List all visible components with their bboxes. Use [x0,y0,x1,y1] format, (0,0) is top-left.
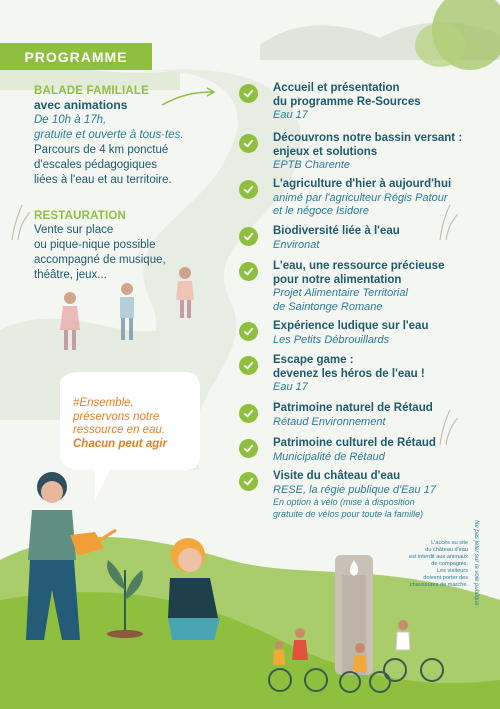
programme-item [239,320,488,347]
item-title: Patrimoine naturel de Rétaud [273,402,433,414]
balade-schedule-2: gratuite et ouverte à tous·tes. [34,129,184,141]
restauration-line-3: accompagné de musique, [34,254,166,266]
item-organizer: animé par l'agriculteur Régis Patour [273,191,448,204]
vertical-note: Ne pas jeter sur la voie publique [473,520,479,606]
programme-item [239,437,488,464]
programme-item [239,132,488,173]
item-organizer: RESE, la régie publique d'Eau 17 [273,483,436,496]
balade-subtitle: avec animations [34,98,128,112]
bubble-line-1: #Ensemble, [73,397,134,409]
bubble-line-3: ressource en eau. [73,424,166,436]
item-title: Escape game : [273,354,354,366]
item-title: L'agriculture d'hier à aujourd'hui [273,178,452,190]
programme-item-text [273,260,488,314]
access-note-line: de compagnie. [431,561,468,567]
item-title: Expérience ludique sur l'eau [273,320,429,332]
bubble-bold-line: Chacun peut agir [73,437,167,450]
balade-desc-2: d'escales pédagogiques [34,159,158,171]
balade-title: BALADE FAMILIALE [34,85,149,97]
programme-item [239,178,488,219]
programme-badge: PROGRAMME [0,43,152,70]
item-title: Accueil et présentation [273,82,400,94]
item-note: En option à vélo (mise à disposition [273,497,415,507]
restauration-line-2: ou pique-nique possible [34,239,156,251]
check-icon [239,322,258,341]
item-title: devenez les héros de l'eau ! [273,367,425,380]
check-icon [239,439,258,458]
restauration-line-4: théâtre, jeux... [34,269,107,281]
access-note-line: Les visiteurs [436,568,468,574]
balade-section [34,84,224,188]
item-title: Patrimoine culturel de Rétaud [273,437,436,449]
check-icon [239,134,258,153]
item-organizer: Municipalité de Rétaud [273,450,385,463]
item-title: du programme Re-Sources [273,95,421,108]
access-note [398,540,468,589]
restauration-section [34,209,224,283]
bubble-line-2: préservons notre [73,410,160,423]
bubble-message [73,397,193,451]
check-icon [239,356,258,375]
check-icon [239,227,258,246]
programme-item-text [273,470,488,520]
item-organizer: EPTB Charente [273,159,351,171]
access-note-line: L'accès au site [431,540,468,546]
programme-item [239,402,488,429]
programme-item [239,225,488,252]
check-icon [239,404,258,423]
item-organizer: et le négoce Isidore [273,205,370,217]
balade-schedule-1: De 10h à 17h, [34,114,107,126]
item-title: Visite du château d'eau [273,470,401,482]
item-organizer: Projet Alimentaire Territorial [273,287,408,299]
check-icon [239,262,258,281]
item-title: L'eau, une ressource précieuse [273,260,445,272]
access-note-line: est interdit aux animaux [408,554,468,560]
programme-item [239,82,488,123]
item-title: Découvrons notre bassin versant : [273,132,463,144]
item-note: gratuite de vélos pour toute la famille) [273,508,424,519]
check-icon [239,472,258,491]
item-organizer: Environat [273,238,320,251]
restauration-line-1: Vente sur place [34,224,114,236]
access-note-line: doivent porter des [423,575,468,581]
item-organizer: Les Petits Débrouillards [273,333,390,346]
item-organizer: Eau 17 [273,109,308,121]
programme-item-text [273,402,488,429]
check-icon [239,180,258,199]
item-organizer: de Saintonge Romane [273,300,383,313]
programme-item-text [273,178,488,219]
item-title: enjeux et solutions [273,145,378,158]
item-organizer: Eau 17 [273,381,308,393]
programme-item-text [273,132,488,173]
programme-item [239,260,488,314]
item-title: Biodiversité liée à l'eau [273,225,400,237]
programme-item-text [273,437,488,464]
restauration-title: RESTAURATION [34,210,127,222]
programme-item-text [273,82,488,123]
programme-item-text [273,320,488,347]
programme-item-text [273,225,488,252]
programme-item-text [273,354,488,395]
check-icon [239,84,258,103]
access-note-line: chaussures de marche. [409,582,468,588]
item-organizer: Rétaud Environnement [273,415,386,428]
balade-desc-1: Parcours de 4 km ponctué [34,144,169,156]
balade-desc-3: liées à l'eau et au territoire. [34,174,172,186]
access-note-line: du château d'eau [425,547,468,553]
programme-item [239,354,488,395]
item-title: pour notre alimentation [273,273,402,286]
programme-item [239,470,488,520]
